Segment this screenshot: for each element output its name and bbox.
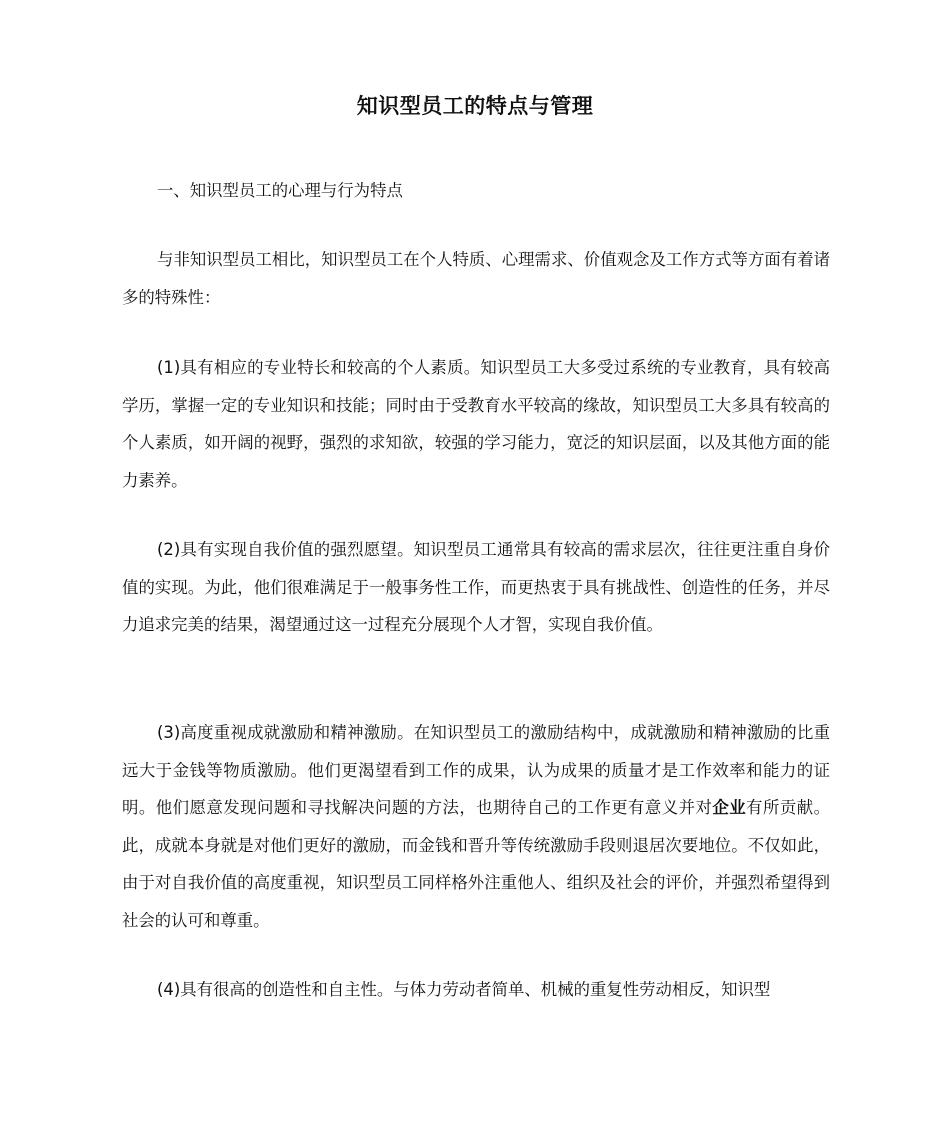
point-2-paragraph	[122, 531, 830, 644]
intro-paragraph	[122, 241, 830, 316]
section-heading	[122, 172, 830, 210]
point-3-paragraph	[122, 714, 830, 939]
section-heading-text: 一、知识型员工的心理与行为特点	[157, 181, 403, 200]
intro-paragraph-text: 与非知识型员工相比，知识型员工在个人特质、心理需求、价值观念及工作方式等方面有着诸多的特殊性：	[122, 250, 830, 307]
point-3-text-after: 有所贡献。此，成就本身就是对他们更好的激励，而金钱和晋升等传统激励手段则退居次要地位。不仅如此，由于对自我价值的高度重视，知识型员工同样格外注重他人、组织及社会的评价，并强烈希望得到社会的认可和尊重。	[122, 798, 831, 930]
point-1-text: (1)具有相应的专业特长和较高的个人素质。知识型员工大多受过系统的专业教育，具有较高学历，掌握一定的专业知识和技能；同时由于受教育水平较高的缘故，知识型员工大多具有较高的个人素质，如开阔的视野，强烈的求知欲，较强的学习能力，宽泛的知识层面，以及其他方面的能力素养。	[122, 358, 830, 490]
point-3-text-before: (3)高度重视成就激励和精神激励。在知识型员工的激励结构中，成就激励和精神激励的比重远大于金钱等物质激励。他们更渴望看到工作的成果，认为成果的质量才是工作效率和能力的证明。他们愿意发现问题和寻找解决问题的方法，也期待自己的工作更有意义并对	[122, 723, 830, 817]
point-1-paragraph	[122, 349, 830, 499]
document-title: 知识型员工的特点与管理	[356, 94, 594, 118]
point-4-text: (4)具有很高的创造性和自主性。与体力劳动者简单、机械的重复性劳动相反，知识型	[157, 980, 771, 999]
point-2-text: (2)具有实现自我价值的强烈愿望。知识型员工通常具有较高的需求层次，往往更注重自身价值的实现。为此，他们很难满足于一般事务性工作，而更热衷于具有挑战性、创造性的任务，并尽力追求完美的结果，渴望通过这一过程充分展现个人才智，实现自我价值。	[122, 540, 830, 634]
point-3-bold-term: 企业	[712, 798, 747, 817]
point-4-paragraph	[122, 971, 830, 1009]
